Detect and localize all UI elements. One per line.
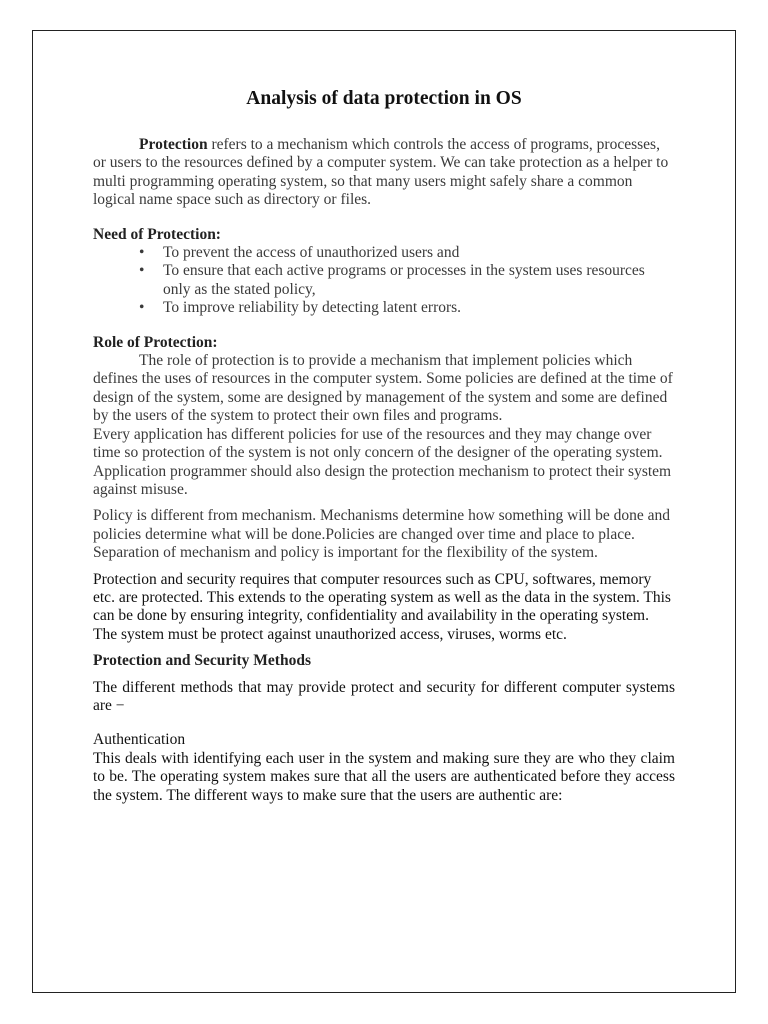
methods-heading: Protection and Security Methods <box>93 652 311 670</box>
bullet-icon: • <box>139 244 145 262</box>
role-heading: Role of Protection: <box>93 333 218 351</box>
document-title: Analysis of data protection in OS <box>246 88 522 109</box>
intro-paragraph <box>93 136 675 210</box>
role-paragraph-3: Policy is different from mechanism. Mechanisms determine how something will be done and policies determine what will be done.Policies are changed over time and place to place. Separation of mechanism and policy is important for the flexibility of the system. <box>93 507 670 562</box>
bullet-icon: • <box>139 299 145 317</box>
methods-paragraph: The different methods that may provide protect and security for different computer systems are − <box>93 678 675 714</box>
intro-lead-term: Protection <box>139 136 208 153</box>
list-item: • To improve reliability by detecting latent errors. <box>139 299 462 317</box>
intro-text: refers to a mechanism which controls the access of programs, processes, or users to the resources defined by a computer system. We can take protection as a helper to multi programming operating system, so that many users might safely share a common logical name space such as directory or files. <box>93 136 669 209</box>
bullet-icon: • <box>139 262 145 280</box>
document-body <box>93 87 675 805</box>
auth-heading: Authentication <box>93 731 186 749</box>
need-list <box>93 244 675 318</box>
security-paragraph: Protection and security requires that computer resources such as CPU, softwares, memory etc. are protected. This extends to the operating system as well as the data in the system. This can be done by ensuring integrity, confidentiality and availability in the operating system. The system must be protect against unauthorized access, viruses, worms etc. <box>93 570 671 643</box>
list-item: • To ensure that each active programs or processes in the system uses resources only as the stated policy, <box>139 262 645 298</box>
role-paragraph-1: The role of protection is to provide a mechanism that implement policies which defines the uses of resources in the computer system. Some policies are defined at the time of design of the system, some are designed by management of the system and some are defined by the users of the system to protect their own files and programs. <box>93 352 673 425</box>
need-heading: Need of Protection: <box>93 225 221 243</box>
role-paragraph-2: Every application has different policies for use of the resources and they may change over time so protection of the system is not only concern of the designer of the operating system. Application programmer should also design the protection mechanism to protect their system against misuse. <box>93 425 672 498</box>
auth-paragraph: This deals with identifying each user in the system and making sure they are who they claim to be. The operating system makes sure that all the users are authenticated before they access the system. The different ways to make sure that the users are authentic are: <box>93 749 675 804</box>
list-item: • To prevent the access of unauthorized users and <box>139 244 460 262</box>
